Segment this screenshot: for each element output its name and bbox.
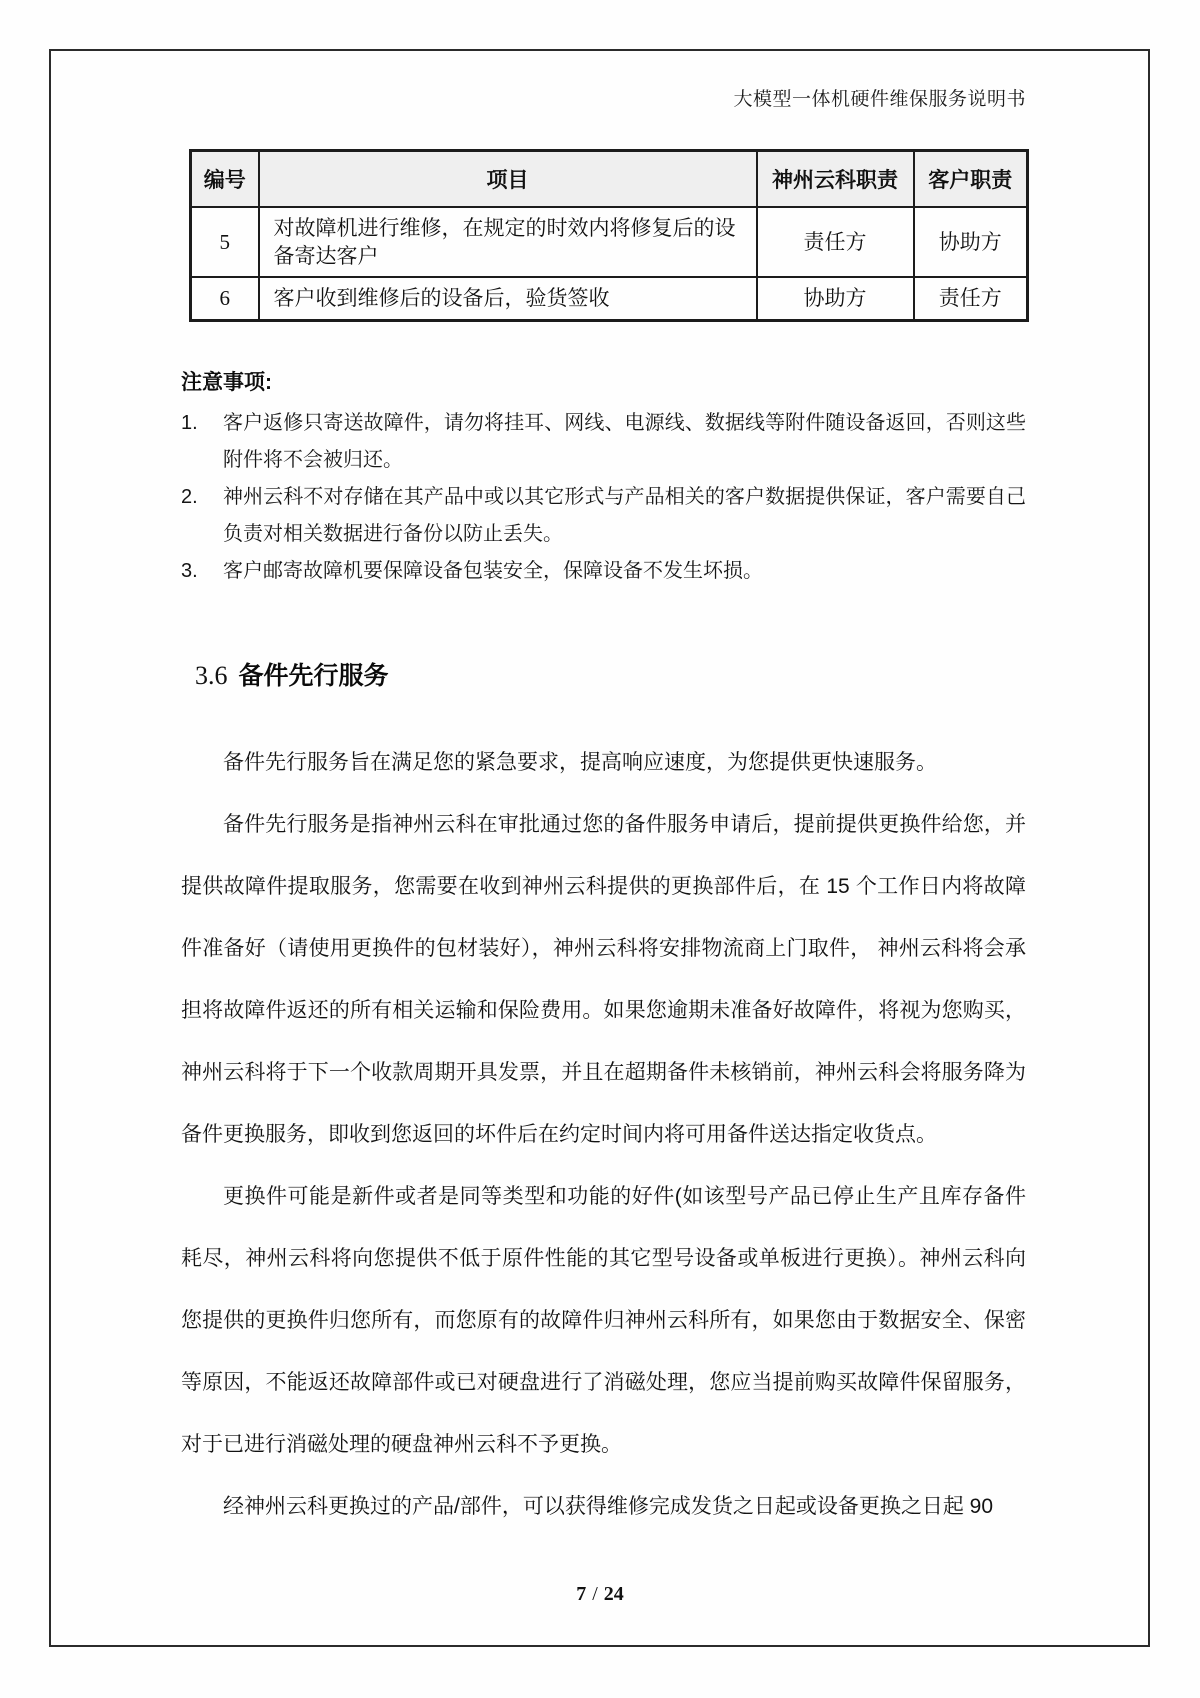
page-content [181,0,1026,1538]
section-body [181,732,1026,1538]
note-text: 客户邮寄故障机要保障设备包装安全，保障设备不发生坏损。 [223,560,763,582]
cell-item: 客户收到维修后的设备后，验货签收 [259,277,757,321]
column-header-customer-duty: 客户职责 [914,151,1028,207]
section-number: 3.6 [195,661,228,690]
paragraph: 备件先行服务是指神州云科在审批通过您的备件服务申请后，提前提供更换件给您，并提供故障件提取服务，您需要在收到神州云科提供的更换部件后，在 15 个工作日内将故障件准备好（请使用更换件的包材装好），神州云科将安排物流商上门取件， 神州云科将会承担将故障件返还的所有相关运输和保险费用。如果您逾期未准备好故障件，将视为您购买，神州云科将于下一个收款周期开具发票，并且在超期备件未核销前，神州云科会将服务降为备件更换服务，即收到您返回的坏件后在约定时间内将可用备件送达指定收货点。 [181,813,1026,1146]
paragraph: 备件先行服务旨在满足您的紧急要求，提高响应速度，为您提供更快速服务。 [223,751,937,774]
cell-customer-duty: 协助方 [914,207,1028,277]
column-header-item: 项目 [259,151,757,207]
table-header-row [191,151,1028,207]
table-row [191,207,1028,277]
note-item [181,405,1026,479]
page-number-current: 7 [576,1583,587,1605]
cell-item: 对故障机进行维修，在规定的时效内将修复后的设备寄达客户 [259,207,757,277]
notes-list [181,405,1026,590]
note-number: 1. [181,412,198,434]
table-row [191,277,1028,321]
responsibilities-table [189,149,1029,322]
note-item [181,479,1026,553]
cell-vendor-duty: 责任方 [757,207,914,277]
note-text: 神州云科不对存储在其产品中或以其它形式与产品相关的客户数据提供保证，客户需要自己负责对相关数据进行备份以防止丢失。 [223,486,1026,545]
note-text: 客户返修只寄送故障件，请勿将挂耳、网线、电源线、数据线等附件随设备返回，否则这些附件将不会被归还。 [223,412,1026,471]
note-number: 3. [181,560,198,582]
column-header-number: 编号 [191,151,259,207]
section-title: 备件先行服务 [238,662,389,690]
cell-customer-duty: 责任方 [914,277,1028,321]
page-footer [0,1583,1200,1606]
document-header-title: 大模型一体机硬件维保服务说明书 [733,89,1026,110]
notes-title: 注意事项: [181,371,272,394]
note-item [181,553,1026,590]
page-number-total: 24 [603,1583,624,1605]
paragraph: 更换件可能是新件或者是同等类型和功能的好件(如该型号产品已停止生产且库存备件耗尽，神州云科将向您提供不低于原件性能的其它型号设备或单板进行更换）。神州云科向您提供的更换件归您所有，而您原有的故障件归神州云科所有，如果您由于数据安全、保密等原因，不能返还故障部件或已对硬盘进行了消磁处理，您应当提前购买故障件保留服务，对于已进行消磁处理的硬盘神州云科不予更换。 [181,1185,1026,1456]
paragraph: 经神州云科更换过的产品/部件，可以获得维修完成发货之日起或设备更换之日起 90 [223,1495,994,1518]
page-number-separator: / [592,1583,598,1605]
cell-row-number: 6 [191,277,259,321]
cell-row-number: 5 [191,207,259,277]
cell-vendor-duty: 协助方 [757,277,914,321]
section-heading [195,656,1026,692]
note-number: 2. [181,486,198,508]
column-header-vendor-duty: 神州云科职责 [757,151,914,207]
